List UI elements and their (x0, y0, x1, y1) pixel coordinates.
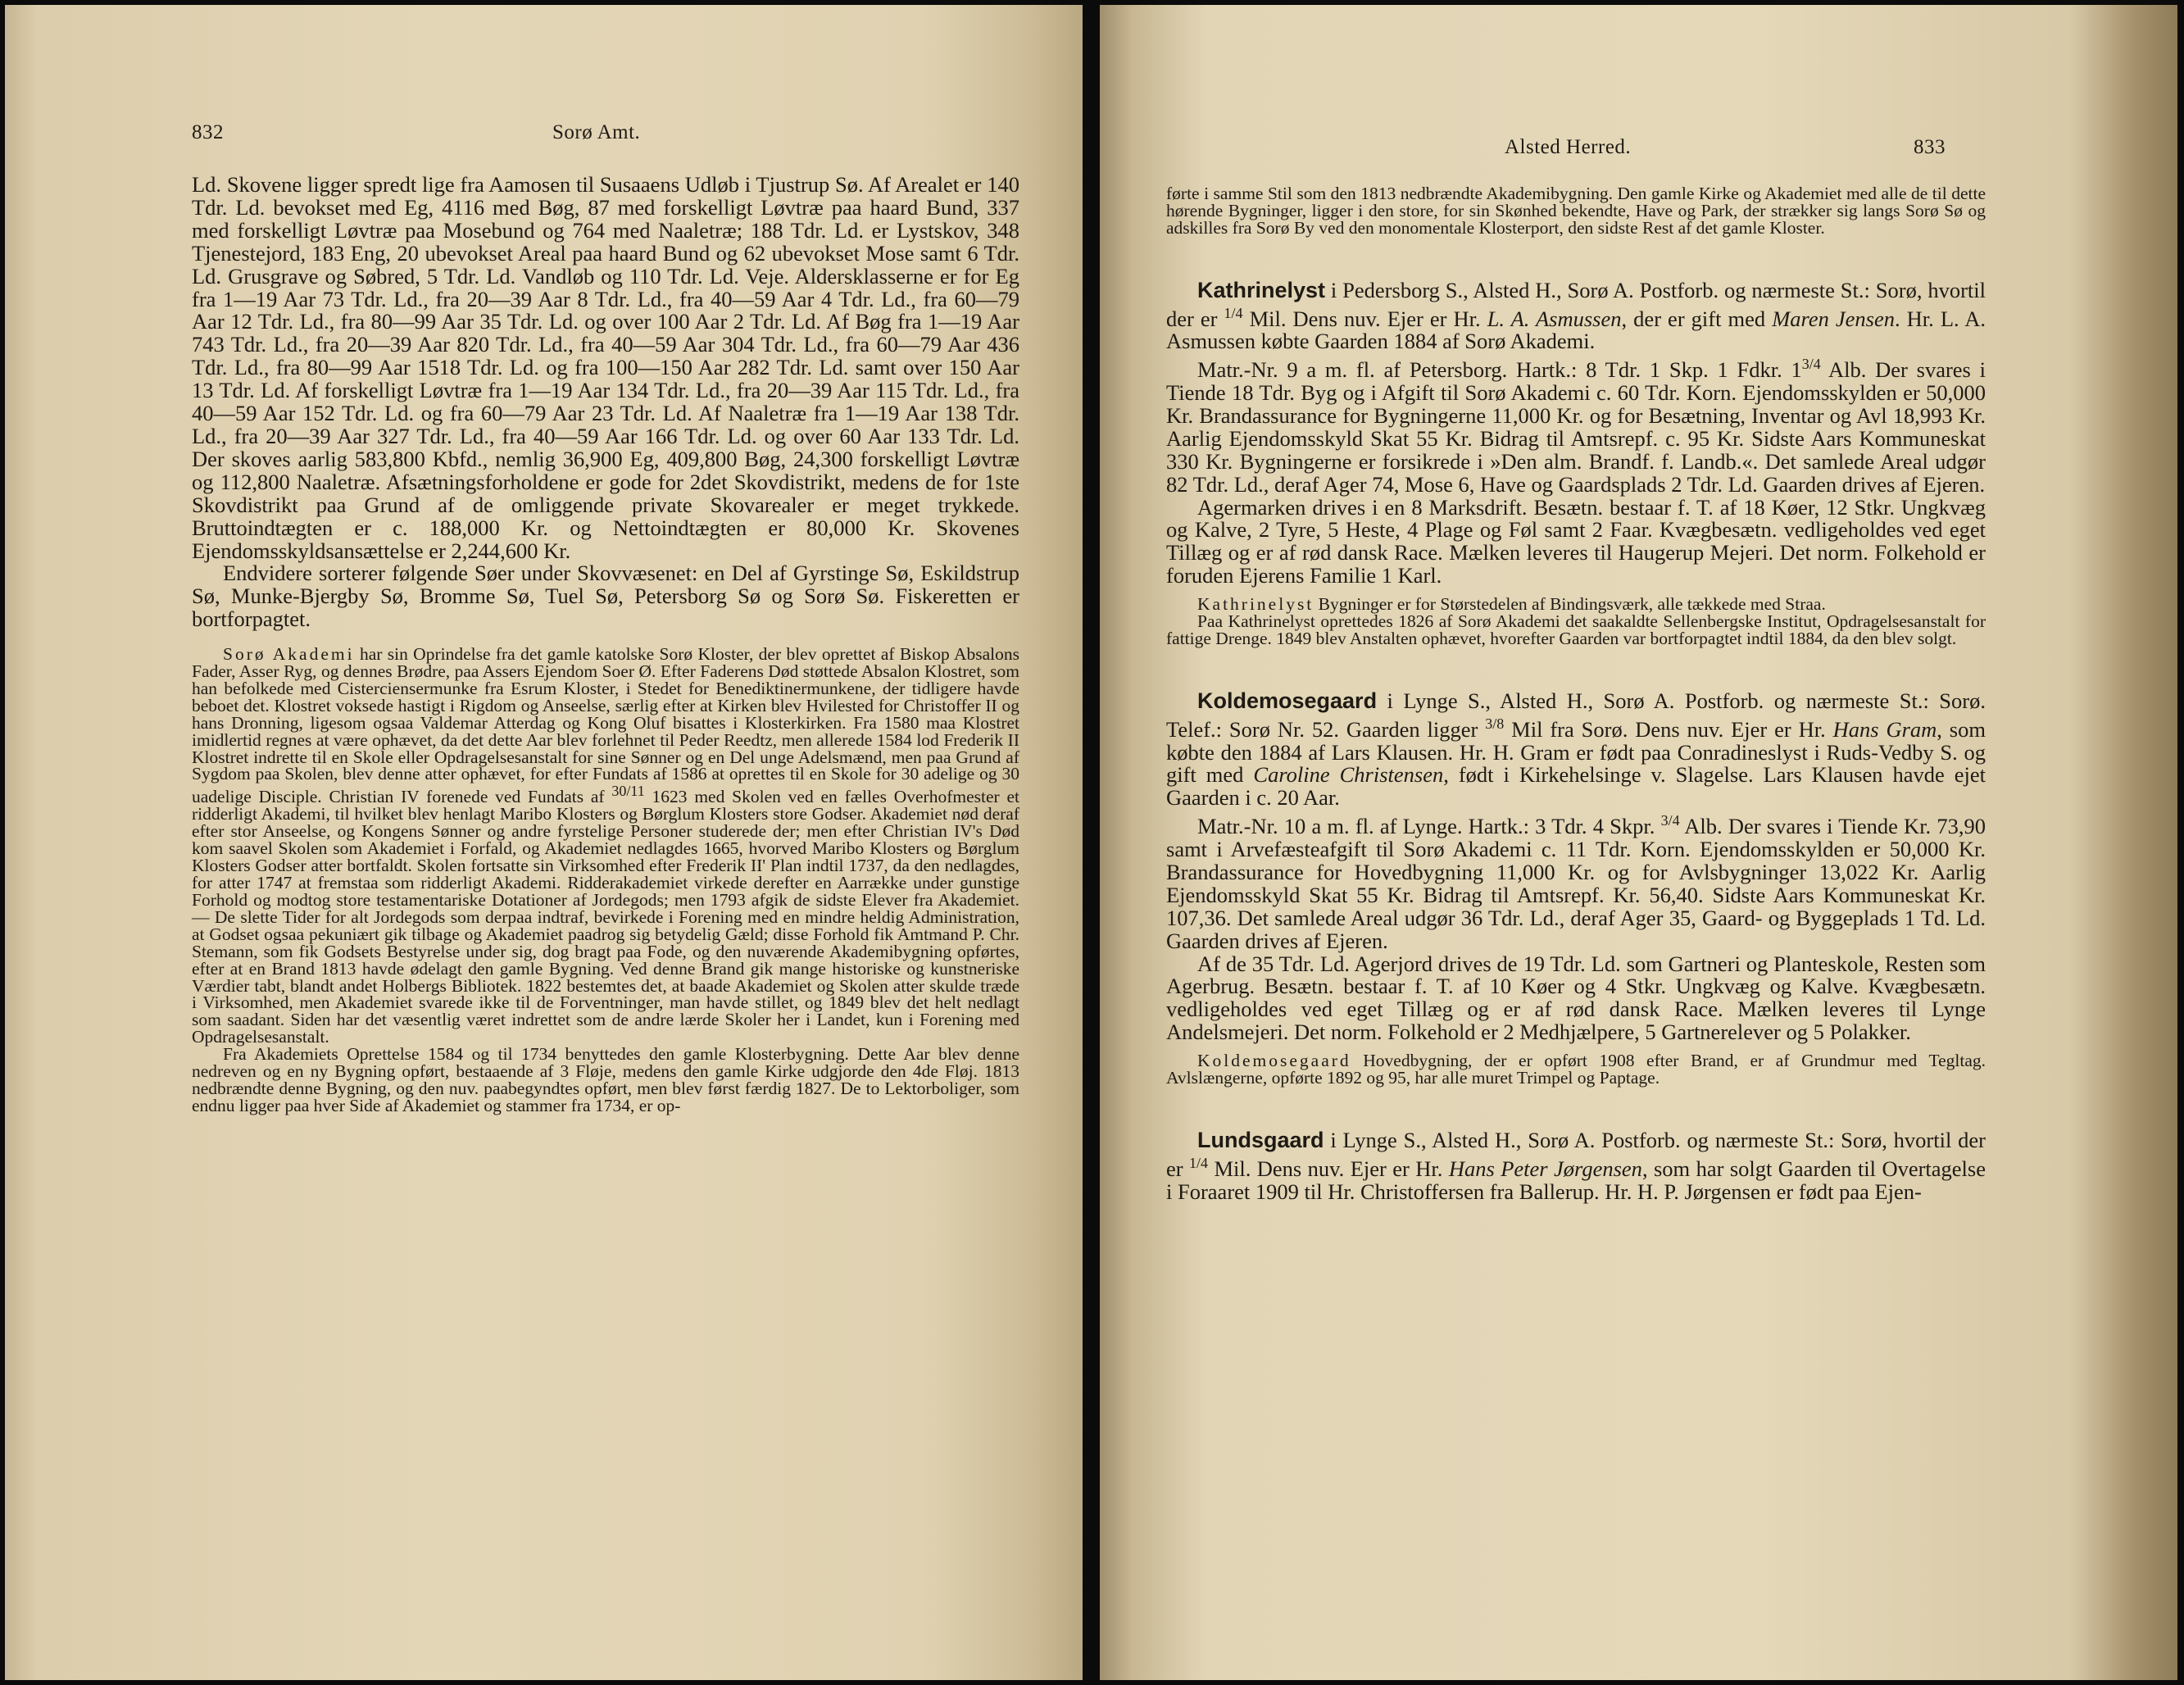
akademi-paragraph (192, 646, 1019, 1046)
owner-name: Hans Gram (1832, 716, 1937, 742)
left-column (192, 174, 1019, 1115)
koldemosegaard-small-text: Hovedbygning, der er opført 1908 efter Brand, er af Grundmur med Tegltag. Avlslængerne, opførte 1892 og 95, har alle muret Trimpel og Paptage. (1166, 1051, 1986, 1088)
koldemosegaard-text: Mil fra Sorø. Dens nuv. Ejer er Hr. (1504, 716, 1833, 742)
akademi-fraction: 30/11 (611, 783, 645, 800)
kathrinelyst-small-text: Bygninger er for Størstedelen af Bindingsværk, alle tækkede med Straa. (1314, 594, 1826, 615)
koldemosegaard-title: Koldemosegaard (1197, 688, 1378, 713)
kathrinelyst-small-lead: Kathrinelyst (1197, 594, 1314, 615)
kathrinelyst-text: , der er gift med (1621, 306, 1773, 331)
akademi-lead: Sorø Akademi (223, 644, 355, 665)
koldemosegaard-buildings (1166, 1052, 1986, 1087)
koldemosegaard-text: , som købte den 1884 af Lars Klausen. Hr. H. Gram er født paa Conradineslyst i Ruds-Vedby S. og gift med (1166, 716, 1986, 788)
kathrinelyst-matr-text: Matr.-Nr. 9 a m. fl. af Petersborg. Hartk.: 8 Tdr. 1 Skp. 1 Fdkr. 1 (1197, 357, 1802, 383)
wife-name: Caroline Christensen (1253, 762, 1444, 788)
lakes-paragraph: Endvidere sorterer følgende Søer under Skovvæsenet: en Del af Gyrstinge Sø, Eskildstrup Sø, Munke-Bjergby Sø, Bromme Sø, Tuel Sø, Petersborg Sø og Sorø Sø. Fiskeretten er bortforpagtet. (192, 561, 1019, 632)
lundsgaard-text: Mil. Dens nuv. Ejer er Hr. (1208, 1156, 1449, 1181)
lundsgaard-title: Lundsgaard (1197, 1127, 1324, 1152)
wife-name: Maren Jensen (1772, 306, 1895, 331)
kathrinelyst-farming: Agermarken drives i en 8 Marksdrift. Besætn. bestaar f. T. af 18 Køer, 12 Stkr. Ungkvæg og Kalve, 2 Tyre, 5 Heste, 4 Plage og Føl samt 2 Faar. Kvægbesætn. vedligeholdes ved eget Tillæg og er af rød dansk Race. Mælken leveres til Haugerup Mejeri. Det norm. Folkehold er foruden Ejerens Familie 1 Karl. (1166, 494, 1986, 588)
koldemosegaard-farming: Af de 35 Tdr. Ld. Agerjord drives de 19 Tdr. Ld. som Gartneri og Planteskole, Resten som Agerbrug. Besætn. bestaar f. T. af 10 Køer og 4 Stkr. Ungkvæg og Kalve. Kvægbesætn. vedligeholdes ved eget Tillæg og er af rød dansk Race. Mælken leveres til Lynge Andelsmejeri. Det norm. Folkehold er 2 Medhjælpere, 5 Gartnerelever og 5 Polakker. (1166, 951, 1986, 1045)
kathrinelyst-text: i Pedersborg S., Alsted H., Sorø A. Postforb. og nærmeste St.: Sorø, hvortil der er (1166, 277, 1986, 331)
koldemosegaard-matr-text: Alb. Der svares i Tiende Kr. 73,90 samt i Arvefæsteafgift til Sorø Akademi c. 11 Tdr. Korn. Ejendomsskylden er 50,000 Kr. Brandassurance for Hovedbygning 11,000 Kr. og for Avlsbygninger 13,022 Kr. Aarlig Ejendomsskyld Skat 55 Kr. Bidrag til Amtsrepf. Kr. 56,40. Sidste Aars Kommuneskat Kr. 107,36. Det samlede Areal udgør 36 Tdr. Ld., deraf Ager 35, Gaard- og Byggeplads 1 Td. Ld. Gaarden drives af Ejeren. (1166, 814, 1986, 953)
owner-name: Hans Peter Jørgensen (1448, 1156, 1642, 1181)
koldemosegaard-text: i Lynge S., Alsted H., Sorø A. Postforb. og nærmeste St.: Sorø. Telef.: Sorø Nr. 52. Gaarden ligger (1166, 688, 1986, 742)
koldemosegaard-text: , født i Kirkehelsinge v. Slagelse. Lars Klausen havde ejet Gaarden i c. 20 Aar. (1166, 762, 1986, 811)
left-page (5, 5, 1083, 1680)
lundsgaard-entry (1166, 1129, 1986, 1204)
akademi-paragraph-2: Fra Akademiets Oprettelse 1584 og til 1734 benyttedes den gamle Klosterbygning. Dette Aar blev denne nedreven og en ny Bygning opført, bestaaende af 3 Fløje, medens den gamle Kirke udgjorde den 4de Fløj. 1813 nedbrændte denne Bygning, og den nuv. paabegyndtes opført, men blev først færdig 1827. De to Lektorboliger, som endnu ligger paa hver Side af Akademiet og stammer fra 1734, er op- (192, 1044, 1019, 1115)
right-column (1166, 185, 1986, 1203)
kathrinelyst-matr-text: Alb. Der svares i Tiende 18 Tdr. Byg og i Afgift til Sorø Akademi c. 60 Tdr. Korn. Ejendomsskylden er 50,000 Kr. Brandassurance for Bygningerne 11,000 Kr. og for Besætning, Inventar og Avl 18,993 Kr. Aarlig Ejendomsskyld Skat 55 Kr. Bidrag til Amtsrepf. c. 95 Kr. Sidste Aars Kommuneskat 330 Kr. Bygningerne er forsikrede i »Den alm. Brandf. f. Landb.«. Det samlede Areal udgør 82 Tdr. Ld., deraf Ager 74, Mose 6, Have og Gaardsplads 2 Tdr. Ld. Gaarden drives af Ejeren. (1166, 357, 1986, 497)
akademi-text-b: 1623 med Skolen ved en fælles Overhofmester et ridderligt Akademi, til hvilket blev henlagt Maribo Klosters og Børglum Klosters store Godser. Akademiet nød deraf efter stor Anseelse, og Kongens Sønner og andre fyrstelige Personer studerede der; men efter Christian IV's Død kom saavel Skolen som Akademiet i Forfald, og Akademiet nedlagdes 1665, hvorved Maribo Klosters og Børglum Klosters Godser atter bortfaldt. Skolen fortsatte sin Virksomhed efter Frederik II' Plan indtil 1737, da den nedlagdes, for atter 1747 at fremstaa som ridderligt Akademi. Ridderakademiet virkede derefter en Aarrække under gunstige Forhold og modtog store testamentariske Dotationer af Jordegods; men 1793 afgik de sidste Elever fra Akademiet. — De slette Tider for alt Jordegods som derpaa indtraf, bevirkede i Forening med en mindre heldig Administration, at Godset ogsaa pekuniært gik tilbage og Akademiet paadrog sig betydelig Gæld; disse Forhold fik Amtmand P. Chr. Stemann, som fik Godsets Bestyrelse under sig, dog bragt paa Fode, og den nuværende Akademibygning opførtes, efter at en Brand 1813 havde ødelagt den gamle Bygning. Ved denne Brand gik mange historiske og kunstneriske Værdier tabt, blandt andet Holbergs Bibliotek. 1822 bestemtes det, at baade Akademiet og Skolen atter skulde træde i Virksomhed, men Akademiet svarede ikke til de Forventninger, man havde stillet, og 1849 blev det helt nedlagt som saadant. Siden har det væsentlig været indrettet som de andre lærde Skoler her i Landet, kun i Forening med Opdragelsesanstalt. (192, 787, 1019, 1047)
koldemosegaard-matr-text: Matr.-Nr. 10 a m. fl. af Lynge. Hartk.: 3 Tdr. 4 Skpr. (1197, 814, 1661, 839)
kathrinelyst-matr (1166, 353, 1986, 496)
left-page-header: Sorø Amt. (552, 121, 641, 143)
fraction: 3/4 (1660, 812, 1680, 829)
kathrinelyst-buildings (1166, 596, 1986, 613)
lundsgaard-text: , som har solgt Gaarden til Overtagelse i Foraaret 1909 til Hr. Christoffersen fra Ballerup. Hr. H. P. Jørgensen er født paa Ejen- (1166, 1156, 1986, 1204)
kathrinelyst-history: Paa Kathrinelyst oprettedes 1826 af Sorø Akademi det saakaldte Sellenbergske Institut, Opdragelsesanstalt for fattige Drenge. 1849 blev Anstalten ophævet, hvorefter Gaarden var bortforpagtet indtil 1884, da den blev solgt. (1166, 611, 1986, 648)
fraction: 1/4 (1224, 304, 1243, 321)
owner-name: L. A. Asmussen (1487, 306, 1622, 331)
kathrinelyst-text: . Hr. L. A. Asmussen købte Gaarden 1884 af Sorø Akademi. (1166, 306, 1986, 354)
kathrinelyst-title: Kathrinelyst (1197, 277, 1326, 302)
kathrinelyst-text: Mil. Dens nuv. Ejer er Hr. (1242, 306, 1487, 331)
right-page-number: 833 (1914, 136, 1946, 158)
forest-paragraph: Ld. Skovene ligger spredt lige fra Aamosen til Susaaens Udløb i Tjustrup Sø. Af Arealet er 140 Tdr. Ld. bevokset med Eg, 4116 med Bøg, 87 med forskelligt Løvtræ paa haard Bund, 337 med forskelligt Løvtræ paa Mosebund og 764 med Naaletræ; 188 Tdr. Ld. er Lystskov, 348 Tjenestejord, 183 Eng, 20 ubevokset Areal paa haard Bund og 62 ubevokset Mose samt 6 Tdr. Ld. Grusgrave og Søbred, 5 Tdr. Ld. Vandløb og 110 Tdr. Ld. Veje. Aldersklasserne er for Eg fra 1—19 Aar 73 Tdr. Ld., fra 20—39 Aar 8 Tdr. Ld., fra 40—59 Aar 4 Tdr. Ld., fra 60—79 Aar 12 Tdr. Ld., fra 80—99 Aar 35 Tdr. Ld. og over 100 Aar 2 Tdr. Ld. Af Bøg fra 1—19 Aar 743 Tdr. Ld., fra 20—39 Aar 820 Tdr. Ld., fra 40—59 Aar 304 Tdr. Ld., fra 60—79 Aar 436 Tdr. Ld., fra 80—99 Aar 1518 Tdr. Ld. og fra 100—150 Aar 282 Tdr. Ld. samt over 150 Aar 13 Tdr. Ld. Af forskelligt Løvtræ fra 1—19 Aar 134 Tdr. Ld., fra 20—39 Aar 115 Tdr. Ld., fra 40—59 Aar 152 Tdr. Ld. og fra 60—79 Aar 23 Tdr. Ld. Af Naaletræ fra 1—19 Aar 138 Tdr. Ld., fra 20—39 Aar 327 Tdr. Ld., fra 40—59 Aar 166 Tdr. Ld. og over 60 Aar 133 Tdr. Ld. Der skoves aarlig 583,800 Kbfd., nemlig 36,900 Eg, 409,800 Bøg, 24,300 forskelligt Løvtræ og 112,800 Naaletræ. Afsætningsforholdene er gode for 2det Skovdistrikt, medens de for 1ste Skovdistrikt paa Grund af de omliggende private Skovarealer er meget trykkede. Bruttoindtægten er c. 188,000 Kr. og Nettoindtægten er 80,000 Kr. Skovenes Ejendomsskyldsansættelse er 2,244,600 Kr. (192, 172, 1019, 563)
kathrinelyst-entry (1166, 279, 1986, 354)
book-gutter (1083, 0, 1100, 1685)
lundsgaard-text: i Lynge S., Alsted H., Sorø A. Postforb. og nærmeste St.: Sorø, hvortil der er (1166, 1127, 1986, 1181)
koldemosegaard-small-lead: Koldemosegaard (1197, 1051, 1351, 1071)
continuation-paragraph: førte i samme Stil som den 1813 nedbrændte Akademibygning. Den gamle Kirke og Akademiet med alle de til dette hørende Bygninger, ligger i den store, for sin Skønhed bekendte, Have og Park, der strækker sig langs Sorø Sø og adskilles fra Sorø By ved den monomentale Klosterport, den sidste Rest af det gamle Kloster. (1166, 184, 1986, 238)
akademi-text-a: har sin Oprindelse fra det gamle katolske Sorø Kloster, der blev oprettet af Biskop Absalons Fader, Asser Ryg, og dennes Brødre, paa Assers Ejendom Soer Ø. Efter Faderens Død støttede Absalon Klostret, som han befolkede med Cisterciensermunke fra Esrum Kloster, i Stedet for Benediktinermunkene, der tidligere havde beboet det. Klostret voksede hastigt i Rigdom og Anseelse, særlig efter at Kirken blev Hvilested for Christoffer II og hans Dronning, ligesom ogsaa Valdemar Atterdag og Kong Oluf bisattes i Klosterkirken. Fra 1580 maa Klostret imidlertid regnes at være ophævet, da det dette Aar blev forlehnet til Peder Reedtz, men allerede 1584 lod Frederik II Klostret indrette til en Skole eller Opdragelsesanstalt for sine Sønner og en Del unge Adelsmænd, men paa Grund af Sygdom paa Skolen, blev denne atter ophævet, for efter Fundats af 1586 at oprettes til en Skole for 30 adelige og 30 uadelige Disciple. Christian IV forenede ved Fundats af (192, 644, 1019, 807)
fraction: 3/4 (1801, 356, 1821, 373)
fraction: 1/4 (1189, 1154, 1209, 1171)
koldemosegaard-entry (1166, 690, 1986, 810)
right-page-header: Alsted Herred. (1505, 136, 1632, 158)
koldemosegaard-matr (1166, 810, 1986, 952)
left-page-number: 832 (192, 121, 224, 143)
fraction: 3/8 (1485, 715, 1505, 732)
